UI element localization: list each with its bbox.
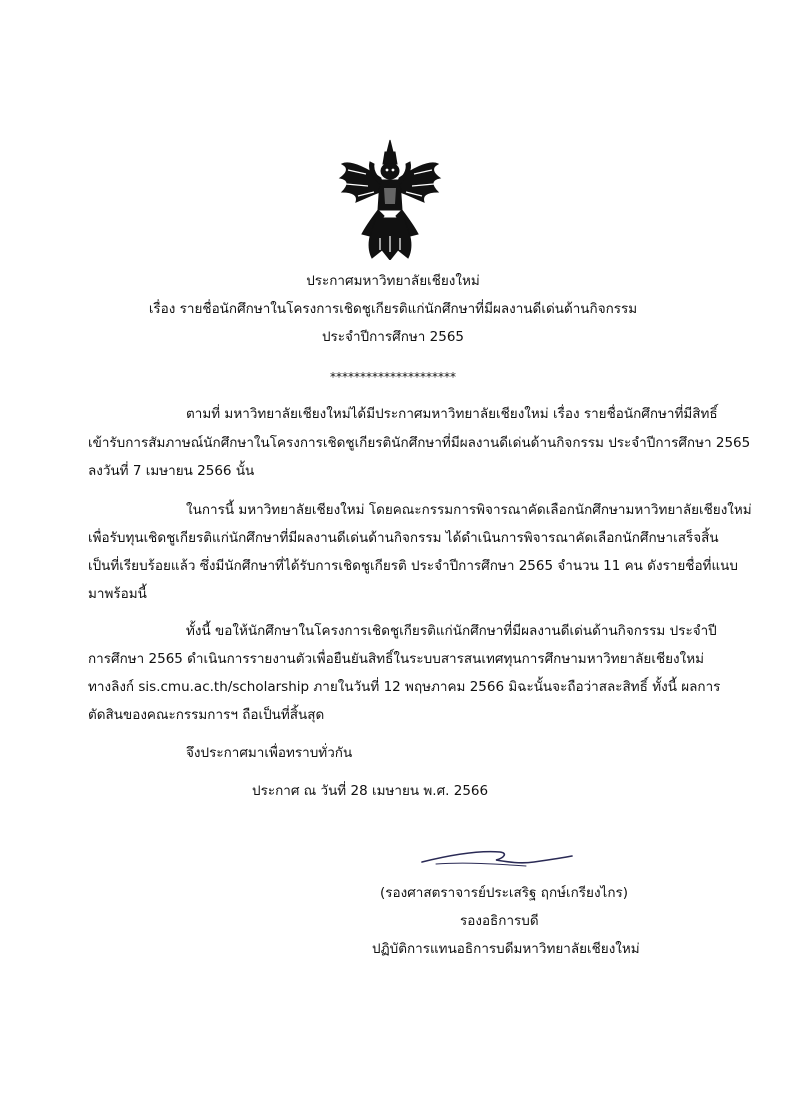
para1-line2: เข้ารับการสัมภาษณ์นักศึกษาในโครงการเชิดชูเกียรตินักศึกษาที่มีผลงานดีเด่นด้านกิจกรรม ประจำปีการศึกษา 2565 bbox=[88, 435, 751, 451]
signatory-position: รองอธิการบดี bbox=[460, 913, 539, 929]
announcement-subject: เรื่อง รายชื่อนักศึกษาในโครงการเชิดชูเกียรติแก่นักศึกษาที่มีผลงานดีเด่นด้านกิจกรรม bbox=[148, 301, 638, 317]
academic-year: ประจำปีการศึกษา 2565 bbox=[321, 329, 464, 345]
garuda-emblem-icon bbox=[336, 138, 444, 260]
signatory-name: (รองศาสตราจารย์ประเสริฐ ฤกษ์เกรียงไกร) bbox=[380, 885, 629, 901]
para3-line1: ทั้งนี้ ขอให้นักศึกษาในโครงการเชิดชูเกียรติแก่นักศึกษาที่มีผลงานดีเด่นด้านกิจกรรม ประจำปี bbox=[186, 623, 717, 639]
para2-line1: ในการนี้ มหาวิทยาลัยเชียงใหม่ โดยคณะกรรมการพิจารณาคัดเลือกนักศึกษามหาวิทยาลัยเชียงใหม่ bbox=[186, 502, 752, 518]
para3-line2: การศึกษา 2565 ดำเนินการรายงานตัวเพื่อยืนยันสิทธิ์ในระบบสารสนเทศทุนการศึกษามหาวิทยาลัยเชียงใหม่ bbox=[88, 651, 704, 667]
para1-line1: ตามที่ มหาวิทยาลัยเชียงใหม่ได้มีประกาศมหาวิทยาลัยเชียงใหม่ เรื่อง รายชื่อนักศึกษาที่มีสิทธิ์ bbox=[186, 406, 718, 422]
announcement-title: ประกาศมหาวิทยาลัยเชียงใหม่ bbox=[306, 273, 480, 289]
separator: ********************* bbox=[330, 370, 456, 384]
para3-line3: ทางลิงก์ sis.cmu.ac.th/scholarship ภายในวันที่ 12 พฤษภาคม 2566 มิฉะนั้นจะถือว่าสละสิทธิ์ ทั้งนี้ ผลการ bbox=[88, 679, 721, 695]
para1-line3: ลงวันที่ 7 เมษายน 2566 นั้น bbox=[88, 463, 255, 479]
para2-line3: เป็นที่เรียบร้อยแล้ว ซึ่งมีนักศึกษาที่ได้รับการเชิดชูเกียรติ ประจำปีการศึกษา 2565 จำนวน 11 คน ดังรายชื่อที่แนบ bbox=[88, 558, 738, 574]
para2-line2: เพื่อรับทุนเชิดชูเกียรติแก่นักศึกษาที่มีผลงานดีเด่นด้านกิจกรรม ได้ดำเนินการพิจารณาคัดเลือกนักศึกษาเสร็จสิ้น bbox=[88, 530, 719, 546]
para2-line4: มาพร้อมนี้ bbox=[88, 586, 147, 602]
para3-line4: ตัดสินของคณะกรรมการฯ ถือเป็นที่สิ้นสุด bbox=[88, 707, 325, 723]
closing-statement: จึงประกาศมาเพื่อทราบทั่วกัน bbox=[186, 745, 353, 761]
signatory-acting-role: ปฏิบัติการแทนอธิการบดีมหาวิทยาลัยเชียงใหม่ bbox=[372, 941, 640, 957]
signature-icon bbox=[416, 842, 576, 872]
announcement-date: ประกาศ ณ วันที่ 28 เมษายน พ.ศ. 2566 bbox=[252, 783, 489, 799]
